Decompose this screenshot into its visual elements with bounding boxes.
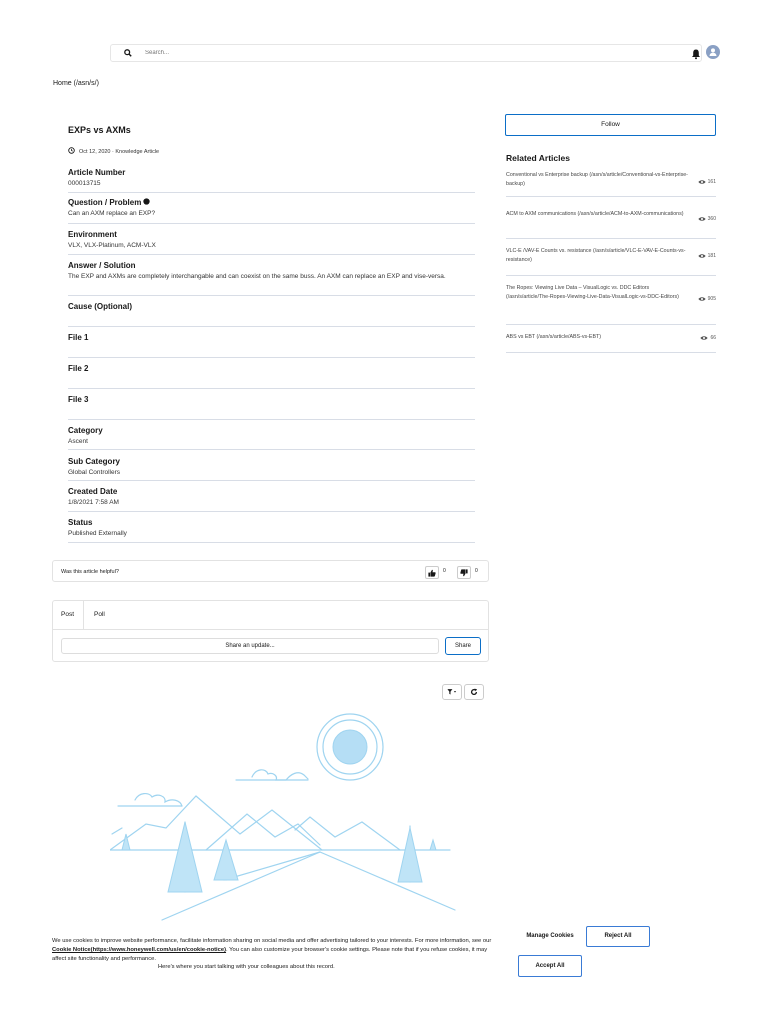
field-status xyxy=(68,518,475,543)
field-category xyxy=(68,426,475,450)
related-article-link[interactable]: VLC-E /VAV-E Counts vs. resistance (/asn/s/article/VLC-E-VAV-E-Counts-vs-resistance) xyxy=(506,248,686,263)
field-article-number xyxy=(68,168,475,193)
tab-divider xyxy=(83,601,84,629)
related-article-item[interactable] xyxy=(506,171,716,197)
view-count-value: 360 xyxy=(707,216,716,222)
field-value: Ascent xyxy=(68,438,88,445)
view-count-value: 161 xyxy=(707,179,716,185)
search-icon xyxy=(121,46,135,60)
tab-post[interactable]: Post xyxy=(61,611,75,618)
related-article-link[interactable]: ABS vs EBT (/asn/s/article/ABS-vs-EBT) xyxy=(506,334,601,340)
info-icon[interactable] xyxy=(143,198,150,207)
field-label: Created Date xyxy=(68,487,118,496)
field-value: Published Externally xyxy=(68,530,127,537)
field-created-date xyxy=(68,487,475,512)
manage-cookies-button[interactable]: Manage Cookies xyxy=(518,928,582,944)
field-value: VLX, VLX-Platinum, ACM-VLX xyxy=(68,242,156,249)
accept-all-button[interactable]: Accept All xyxy=(518,955,582,977)
related-article-item[interactable] xyxy=(506,284,716,325)
related-article-item[interactable] xyxy=(506,333,716,353)
thumbs-down-button[interactable] xyxy=(457,566,471,579)
related-article-link[interactable]: The Ropes: Viewing Live Data – VisualLogic vs. DDC Editors (/asn/s/article/The-Ropes-Viewing-Live-Data-VisualLogic-vs-DDC-Editors) xyxy=(506,285,679,300)
eye-icon xyxy=(700,335,708,341)
publisher xyxy=(52,600,489,662)
clock-icon xyxy=(68,147,75,156)
view-count xyxy=(700,335,716,341)
refresh-button[interactable] xyxy=(464,684,484,700)
follow-button[interactable]: Follow xyxy=(505,114,716,136)
field-value: Can an AXM replace an EXP? xyxy=(68,210,156,217)
field-value: The EXP and AXMs are completely interchangable and can coexist on the same buss. An AXM can replace an EXP and vise-versa. xyxy=(68,273,446,280)
related-article-link[interactable]: Conventional vs Enterprise backup (/asn/s/article/Conventional-vs-Enterprise-backup) xyxy=(506,172,688,187)
field-answer xyxy=(68,261,475,296)
refresh-icon xyxy=(470,688,478,696)
avatar[interactable] xyxy=(706,45,720,59)
thumbs-up-button[interactable] xyxy=(425,566,439,579)
search-input[interactable] xyxy=(143,49,647,57)
field-file-3 xyxy=(68,395,475,420)
thumbs-up-icon xyxy=(428,569,436,577)
related-article-item[interactable] xyxy=(506,247,716,276)
eye-icon xyxy=(698,253,706,259)
article-title: EXPs vs AXMs xyxy=(68,125,131,135)
thumbs-down-count: 0 xyxy=(475,568,478,574)
field-environment xyxy=(68,230,475,255)
filter-button[interactable] xyxy=(442,684,462,700)
share-button[interactable]: Share xyxy=(445,637,481,655)
feed-empty-message: Here's where you start talking with your colleagues about this record. xyxy=(158,964,335,970)
view-count xyxy=(698,216,716,222)
field-label: Category xyxy=(68,426,103,435)
view-count-value: 181 xyxy=(707,253,716,259)
related-article-link[interactable]: ACM to AXM communications (/asn/s/article/ACM-to-AXM-communications) xyxy=(506,211,684,217)
filter-icon xyxy=(447,688,457,696)
article-meta-text: Oct 12, 2020 · Knowledge Article xyxy=(79,148,160,155)
cookie-banner-text xyxy=(52,937,492,964)
field-label: File 1 xyxy=(68,333,89,342)
eye-icon xyxy=(698,216,706,222)
thumbs-up-count: 0 xyxy=(443,568,446,574)
view-count xyxy=(698,253,716,259)
cookie-text-after: . You can also customize your browser's cookie settings. Please note that if you refuse cookies, it may affect site functionality and performance. xyxy=(52,947,488,962)
eye-icon xyxy=(698,179,706,185)
field-label: File 3 xyxy=(68,395,89,404)
share-update-input[interactable]: Share an update... xyxy=(61,638,439,654)
field-label: Cause (Optional) xyxy=(68,302,133,311)
field-file-2 xyxy=(68,364,475,389)
helpful-panel xyxy=(52,560,489,582)
publisher-divider xyxy=(53,629,488,630)
breadcrumb[interactable]: Home (/asn/s/) xyxy=(53,80,99,87)
view-count-value: 905 xyxy=(707,296,716,302)
related-article-item[interactable] xyxy=(506,210,716,239)
view-count xyxy=(698,296,716,302)
cookie-notice-link[interactable]: Cookie Notice(https://www.honeywell.com/us/en/cookie-notice) xyxy=(52,947,227,953)
tab-poll[interactable]: Poll xyxy=(94,611,105,618)
field-label: Answer / Solution xyxy=(68,261,136,270)
field-label: Article Number xyxy=(68,168,126,177)
cookie-text-before: We use cookies to improve website performance, facilitate information sharing on social media and offer advertising tailored to your interests. For more information, see our xyxy=(52,938,492,944)
field-label: Status xyxy=(68,518,93,527)
article-meta xyxy=(68,147,159,156)
field-question xyxy=(68,198,475,224)
field-cause xyxy=(68,302,475,327)
search-bar[interactable] xyxy=(110,44,702,62)
related-articles-title: Related Articles xyxy=(506,153,570,163)
view-count-value: 66 xyxy=(710,335,716,341)
view-count xyxy=(698,179,716,185)
field-label: Sub Category xyxy=(68,457,121,466)
field-label: Environment xyxy=(68,230,117,239)
field-file-1 xyxy=(68,333,475,358)
field-label-row xyxy=(68,198,475,207)
field-value: Global Controllers xyxy=(68,469,121,476)
field-sub-category xyxy=(68,457,475,481)
thumbs-down-icon xyxy=(460,569,468,577)
empty-feed-illustration xyxy=(110,712,460,922)
bell-icon[interactable] xyxy=(690,47,702,59)
field-label: Question / Problem xyxy=(68,198,142,207)
eye-icon xyxy=(698,296,706,302)
reject-all-button[interactable]: Reject All xyxy=(586,926,650,947)
field-label: File 2 xyxy=(68,364,89,373)
field-value: 1/8/2021 7:58 AM xyxy=(68,499,119,506)
helpful-question: Was this article helpful? xyxy=(61,569,119,575)
field-value: 000013715 xyxy=(68,180,101,187)
